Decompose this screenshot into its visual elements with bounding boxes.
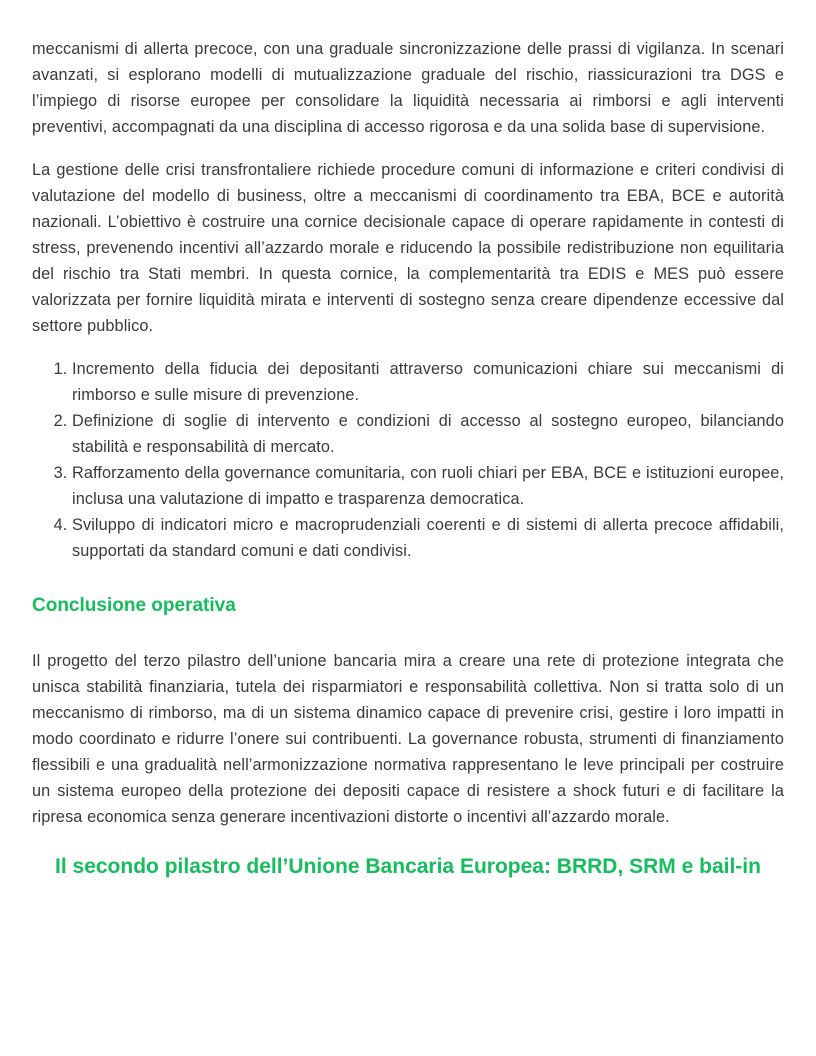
list-item: 2. Definizione di soglie di intervento e condizioni di accesso al sostegno europeo, bilanciando stabilità e responsabilità di mercato. — [72, 408, 784, 460]
list-item: 3. Rafforzamento della governance comunitaria, con ruoli chiari per EBA, BCE e istituzioni europee, inclusa una valutazione di impatto e trasparenza democratica. — [72, 460, 784, 512]
list-item: 1. Incremento della fiducia dei depositanti attraverso comunicazioni chiare sui meccanismi di rimborso e sulle misure di prevenzione. — [72, 356, 784, 408]
intro-paragraph: meccanismi di allerta precoce, con una graduale sincronizzazione delle prassi di vigilanza. In scenari avanzati, si esplorano modelli di mutualizzazione graduale del rischio, riassicurazioni tra DGS e l’impiego di risorse europee per consolidare la liquidità necessaria ai rimborsi e agli interventi preventivi, accompagnati da una disciplina di accesso rigorosa e da una solida base di supervisione. — [32, 40, 784, 136]
section-heading: Conclusione operativa — [32, 595, 236, 616]
crisis-management-paragraph: La gestione delle crisi transfrontaliere richiede procedure comuni di informazione e criteri condivisi di valutazione del modello di business, oltre a meccanismi di coordinamento tra EBA, BCE e autorità nazionali. L’obiettivo è costruire una cornice decisionale capace di operare rapidamente in contesti di stress, prevenendo incentivi all’azzardo morale e riducendo la possibile redistribuzione non equilitaria del rischio tra Stati membri. In questa cornice, la complementarità tra EDIS e MES può essere valorizzata per fornire liquidità mirata e interventi di sostegno senza creare dipendenze eccessive dal settore pubblico. — [32, 161, 784, 335]
list-item: 4. Sviluppo di indicatori micro e macroprudenziali coerenti e di sistemi di allerta precoce affidabili, supportati da standard comuni e dati condivisi. — [72, 512, 784, 564]
chapter-heading: Il secondo pilastro dell’Unione Bancaria Europea: BRRD, SRM e bail-in — [55, 855, 761, 878]
conclusion-paragraph: Il progetto del terzo pilastro dell’unione bancaria mira a creare una rete di protezione integrata che unisca stabilità finanziaria, tutela dei risparmiatori e responsabilità collettiva. Non si tratta solo di un meccanismo di rimborso, ma di un sistema dinamico capace di prevenire crisi, gestire i loro impatti in modo coordinato e ridurre l’onere sui contribuenti. La governance robusta, strumenti di finanziamento flessibili e una gradualità nell’armonizzazione normativa rappresentano le leve principali per costruire un sistema europeo della protezione dei depositi capace di resistere a shock futuri e di facilitare la ripresa economica senza generare incentivazioni distorte o incentivi all’azzardo morale. — [32, 652, 784, 826]
objectives-list — [32, 356, 784, 564]
